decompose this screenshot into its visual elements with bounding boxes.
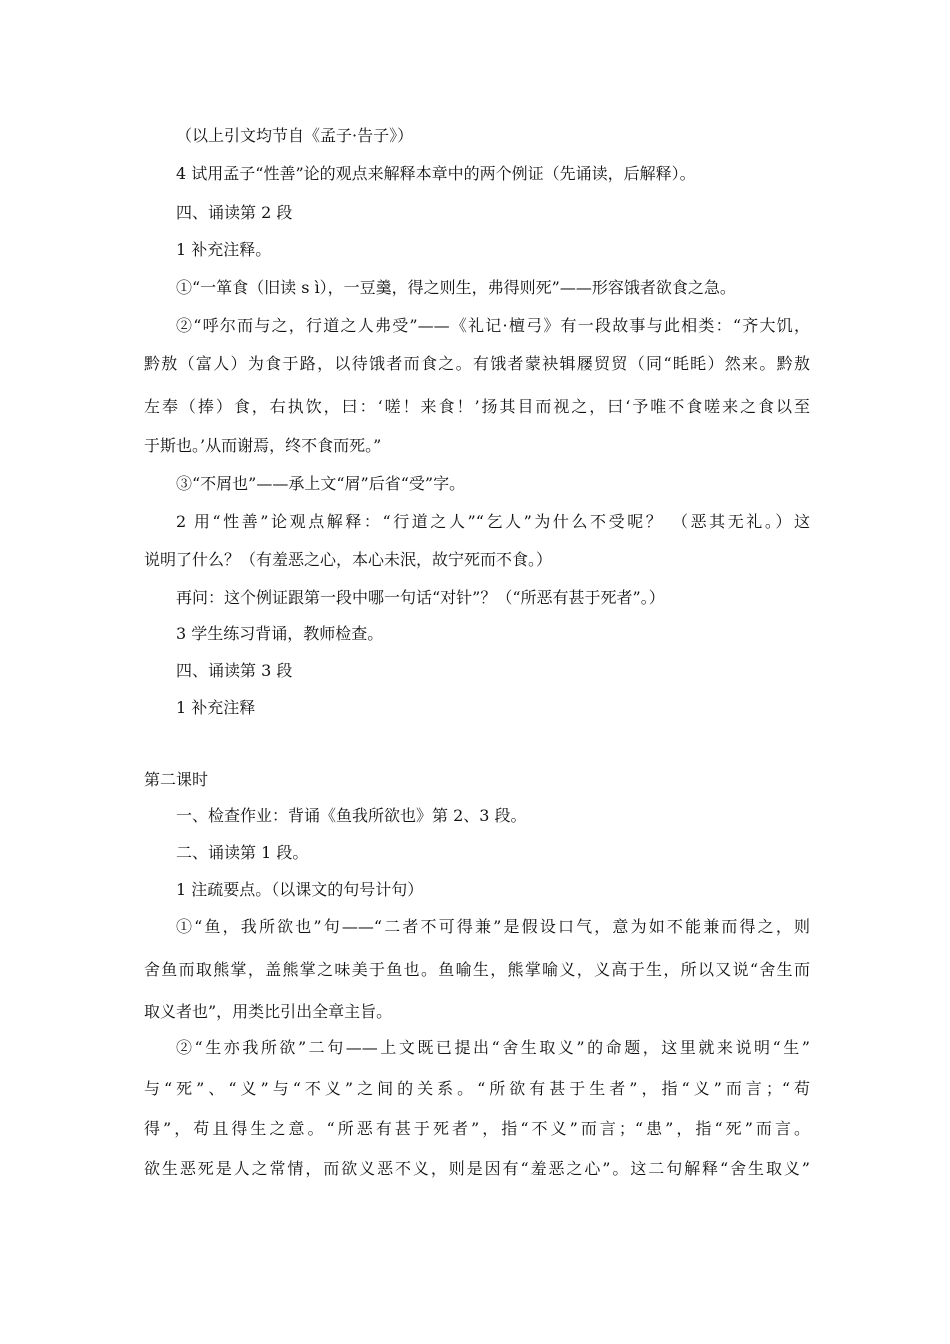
paragraph-line: 取义者也”，用类比引出全章主旨。 (144, 1002, 393, 1021)
paragraph-line: ①“鱼，我所欲也”句——“二者不可得兼”是假设口气，意为如不能兼而得之，则 (176, 917, 810, 936)
paragraph-line: 1 补充注释。 (176, 240, 272, 259)
paragraph-line: 2 用“性善”论观点解释：“行道之人”“乞人”为什么不受呢？ （恶其无礼。）这 (176, 512, 810, 531)
paragraph-line: ①“一箪食（旧读 s ì），一豆羹，得之则生，弗得则死”——形容饿者欲食之急。 (176, 278, 736, 297)
paragraph-line: 再问：这个例证跟第一段中哪一句话“对针”？（“所恶有甚于死者”。） (176, 588, 665, 607)
paragraph-line: 黔敖（富人）为食于路，以待饿者而食之。有饿者蒙袂辑屦贸贸（同“眊眊）然来。黔敖 (144, 354, 810, 373)
section-heading: 四、诵读第 3 段 (176, 661, 293, 680)
paragraph-line: 1 补充注释 (176, 698, 256, 717)
paragraph-line: ②“呼尔而与之，行道之人弗受”——《礼记·檀弓》有一段故事与此相类：“齐大饥， (176, 316, 810, 335)
paragraph-line: 于斯也。’从而谢焉，终不食而死。” (144, 436, 382, 455)
section-heading: 一、检查作业：背诵《鱼我所欲也》第 2、3 段。 (176, 806, 527, 825)
section-heading: 四、诵读第 2 段 (176, 203, 293, 222)
paragraph-line: 1 注疏要点。（以课文的句号计句） (176, 880, 424, 899)
paragraph-line: 舍鱼而取熊掌，盖熊掌之味美于鱼也。鱼喻生，熊掌喻义，义高于生，所以又说“舍生而 (144, 960, 810, 979)
paragraph-line: 3 学生练习背诵，教师检查。 (176, 624, 384, 643)
paragraph-line: 与“死”、“义”与“不义”之间的关系。“所欲有甚于生者”，指“义”而言；“苟 (144, 1079, 810, 1098)
lesson-heading: 第二课时 (144, 770, 209, 789)
paragraph-line: 4 试用孟子“性善”论的观点来解释本章中的两个例证（先诵读，后解释）。 (176, 164, 696, 183)
section-heading: 二、诵读第 1 段。 (176, 843, 309, 862)
citation-note: （以上引文均节自《孟子·告子》） (176, 126, 414, 145)
paragraph-line: ③“不屑也”——承上文“屑”后省“受”字。 (176, 474, 466, 493)
paragraph-line: 说明了什么？（有羞恶之心，本心未泯，故宁死而不食。） (144, 550, 553, 569)
paragraph-line: ②“生亦我所欲”二句——上文既已提出“舍生取义”的命题，这里就来说明“生” (176, 1038, 810, 1057)
paragraph-line: 得”，苟且得生之意。“所恶有甚于死者”，指“不义”而言；“患”，指“死”而言。 (144, 1119, 810, 1138)
paragraph-line: 欲生恶死是人之常情，而欲义恶不义，则是因有“羞恶之心”。这二句解释“舍生取义” (144, 1159, 810, 1178)
paragraph-line: 左奉（捧）食，右执饮，曰：‘嗟！来食！’扬其目而视之，曰‘予唯不食嗟来之食以至 (144, 397, 810, 416)
